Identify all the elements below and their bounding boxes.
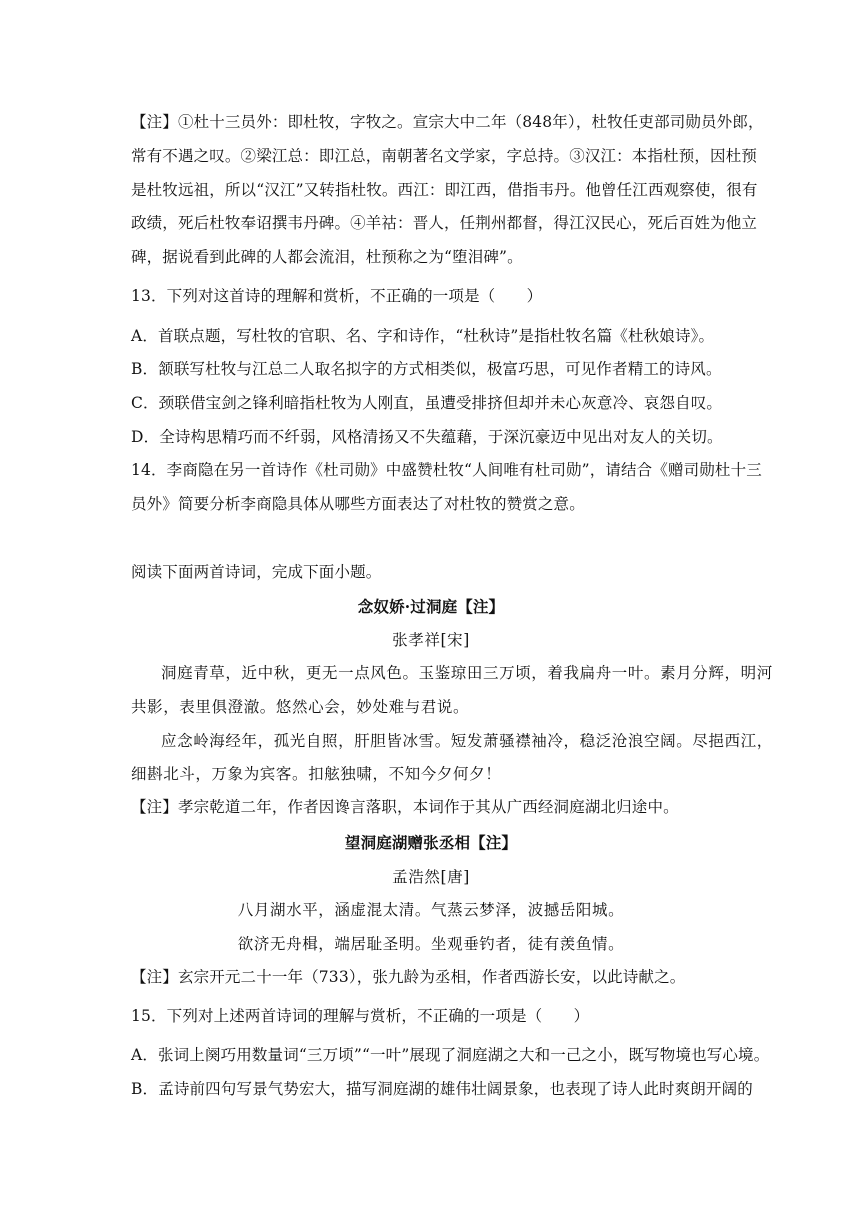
poem-1-line: 洞庭青草，近中秋，更无一点风色。玉鉴琼田三万顷，着我扁舟一叶。素月分辉，明河	[161, 664, 773, 682]
question-15-stem: 15．下列对上述两首诗词的理解与赏析，不正确的一项是（ ）	[131, 1007, 590, 1025]
question-13-option-d: D．全诗构思精巧而不纤弱，风格清扬又不失蕴藉，于深沉豪迈中见出对友人的关切。	[131, 428, 723, 446]
question-13-stem: 13．下列对这首诗的理解和赏析，不正确的一项是（ ）	[131, 287, 543, 305]
question-15-option-a: A．张词上阕巧用数量词“三万顷”“一叶”展现了洞庭湖之大和一己之小，既写物境也写心境。	[131, 1046, 770, 1064]
question-13-option-c: C．颈联借宝剑之锋利暗指杜牧为人刚直，虽遭受排挤但却并未心灰意冷、哀怨自叹。	[131, 394, 723, 412]
question-15-option-b: B．孟诗前四句写景气势宏大，描写洞庭湖的雄伟壮阔景象，也表现了诗人此时爽朗开阔的	[131, 1080, 753, 1098]
question-14-line: 员外》简要分析李商隐具体从哪些方面表达了对杜牧的赞赏之意。	[131, 495, 585, 513]
poem-2-line: 八月湖水平，涵虚混太清。气蒸云梦泽，波撼岳阳城。	[237, 901, 625, 919]
poem-1-line: 细斟北斗，万象为宾客。扣舷独啸，不知今夕何夕！	[131, 765, 502, 783]
note-line: 【注】①杜十三员外：即杜牧，字牧之。宣宗大中二年（848年），杜牧任吏部司勋员外郎，	[131, 113, 764, 131]
poem-2-title: 望洞庭湖赠张丞相【注】	[344, 833, 518, 852]
note-line: 政绩，死后杜牧奉诏撰韦丹碑。④羊祜：晋人，任荆州都督，得江汉民心，死后百姓为他立	[131, 214, 758, 232]
question-13-option-a: A．首联点题，写杜牧的官职、名、字和诗作，“杜秋诗”是指杜牧名篇《杜秋娘诗》。	[131, 327, 715, 345]
poem-1-line: 应念岭海经年，孤光自照，肝胆皆冰雪。短发萧骚襟袖冷，稳泛沧浪空阔。尽挹西江，	[161, 732, 773, 750]
reading-instruction: 阅读下面两首诗词，完成下面小题。	[131, 563, 382, 581]
question-14-line: 14．李商隐在另一首诗作《杜司勋》中盛赞杜牧“人间唯有杜司勋”，请结合《赠司勋杜十三	[131, 461, 762, 479]
question-13-option-b: B．颔联写杜牧与江总二人取名拟字的方式相类似，极富巧思，可见作者精工的诗风。	[131, 360, 722, 378]
poem-1-note: 【注】孝宗乾道二年，作者因谗言落职，本词作于其从广西经洞庭湖北归途中。	[131, 798, 679, 816]
poem-2-author: 孟浩然[唐]	[392, 868, 470, 886]
poem-2-note: 【注】玄宗开元二十一年（733），张九龄为丞相，作者西游长安，以此诗献之。	[131, 968, 686, 986]
poem-1-line: 共影，表里俱澄澈。悠然心会，妙处难与君说。	[131, 698, 470, 716]
note-line: 碑，据说看到此碑的人都会流泪，杜预称之为“堕泪碑”。	[131, 248, 523, 266]
note-line: 常有不遇之叹。②梁江总：即江总，南朝著名文学家，字总持。③汉江：本指杜预，因杜预	[131, 147, 758, 165]
poem-2-line: 欲济无舟楫，端居耻圣明。坐观垂钓者，徒有羡鱼情。	[237, 935, 625, 953]
poem-1-author: 张孝祥[宋]	[392, 631, 470, 649]
poem-1-title: 念奴娇·过洞庭【注】	[357, 597, 505, 616]
note-line: 是杜牧远祖，所以“汉江”又转指杜牧。西江：即江西，借指韦丹。他曾任江西观察使，很有	[131, 181, 758, 199]
